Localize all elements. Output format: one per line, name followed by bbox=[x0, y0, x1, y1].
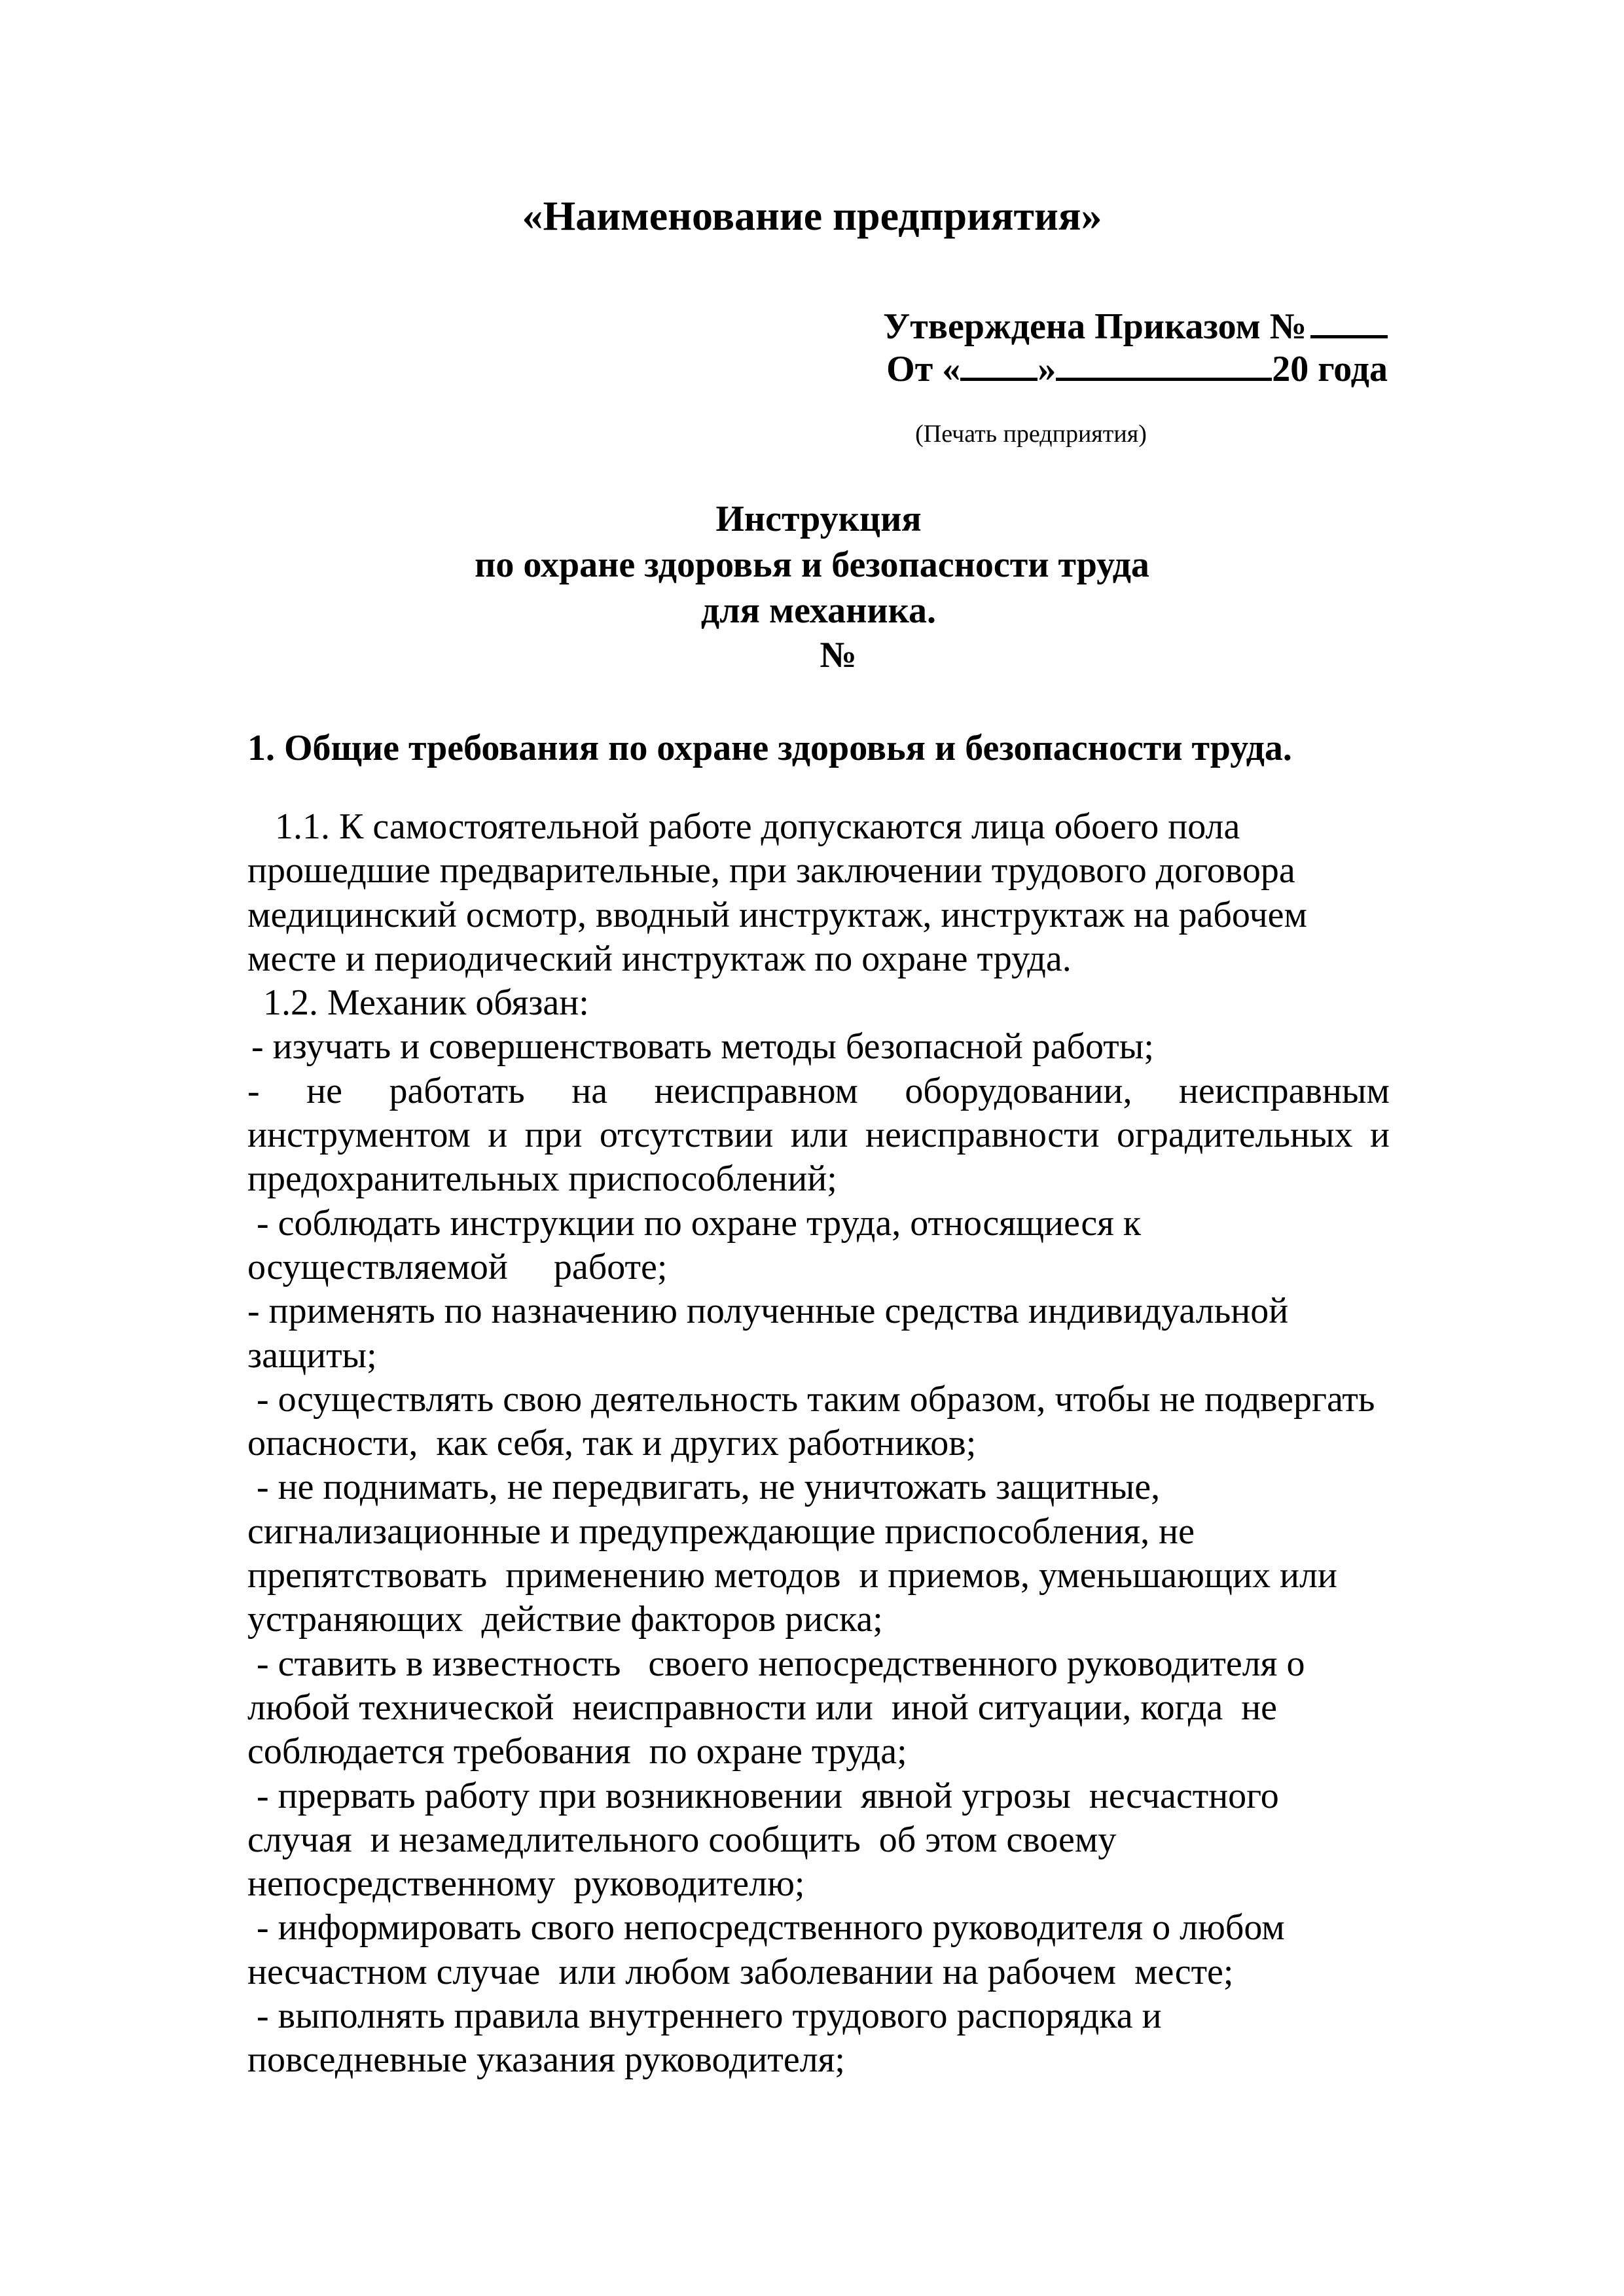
approval-order-line bbox=[818, 301, 1388, 350]
duty-item: - не поднимать, не передвигать, не уничтожать защитные, сигнализационные и предупреждающие приспособления, не препятствовать применению методов и приемов, уменьшающих или устраняющих действие факторов риска; bbox=[247, 1467, 1356, 1640]
date-from-label: От « bbox=[886, 349, 961, 389]
section-1-heading: 1. Общие требования по охране здоровья и безопасности труда. bbox=[247, 728, 1292, 768]
duty-item: - применять по назначению полученные средства индивидуальной защиты; bbox=[247, 1291, 1289, 1376]
month-blank bbox=[1056, 344, 1272, 381]
order-number-blank bbox=[1310, 301, 1388, 338]
year-label: 20 года bbox=[1272, 349, 1388, 389]
approval-date-line bbox=[818, 344, 1388, 392]
approval-order-text: Утверждена Приказом № bbox=[883, 306, 1307, 347]
duty-item: - осуществлять свою деятельность таким образом, чтобы не подвергать опасности, как себя, так и других работников; bbox=[247, 1378, 1384, 1464]
paragraph-1-1: 1.1. К самостоятельной работе допускаются лица обоего пола прошедшие предварительные, при заключении трудового договора медицинский осмотр, вводный инструктаж, инструктаж на рабочем месте и периодический инструктаж по охране труда. bbox=[247, 806, 1307, 979]
duty-item: - информировать свого непосредственного руководителя о любом несчастном случае или любом заболевании на рабочем месте; bbox=[247, 1907, 1294, 1992]
duty-item: - изучать и совершенствовать методы безопасной работы; bbox=[251, 1026, 1154, 1067]
date-quote-close: » bbox=[1038, 349, 1056, 389]
document-title-line-3: для механика. bbox=[700, 590, 937, 631]
duty-item: - прервать работу при возникновении явной угрозы несчастного случая и незамедлительного сообщить об этом своему непосредственному руководителю; bbox=[247, 1775, 1288, 1905]
day-blank bbox=[960, 344, 1038, 381]
company-name: «Наименование предприятия» bbox=[522, 192, 1102, 239]
duty-item: - не работать на неисправном оборудовании, неисправным инструментом и при отсутствии или неисправности оградительных и предохранительных приспособлений; bbox=[247, 1070, 1390, 1200]
duty-item: - выполнять правила внутреннего трудового распорядка и повседневные указания руководителя; bbox=[247, 1996, 1171, 2081]
paragraph-1-2: 1.2. Механик обязан: bbox=[263, 982, 589, 1024]
seal-note: (Печать предприятия) bbox=[915, 420, 1147, 448]
section-1-body bbox=[247, 805, 1390, 2083]
duty-item: - соблюдать инструкции по охране труда, относящиеся к осуществляемой работе; bbox=[247, 1202, 1151, 1287]
document-title-line-1: Инструкция bbox=[715, 499, 922, 539]
document-number-label: № bbox=[820, 635, 857, 675]
duty-item: - ставить в известность своего непосредственного руководителя о любой технической неисправности или иной ситуации, когда не соблюдается требования по охране труда; bbox=[247, 1643, 1314, 1772]
document-title-line-2: по охране здоровья и безопасности труда bbox=[475, 545, 1149, 585]
